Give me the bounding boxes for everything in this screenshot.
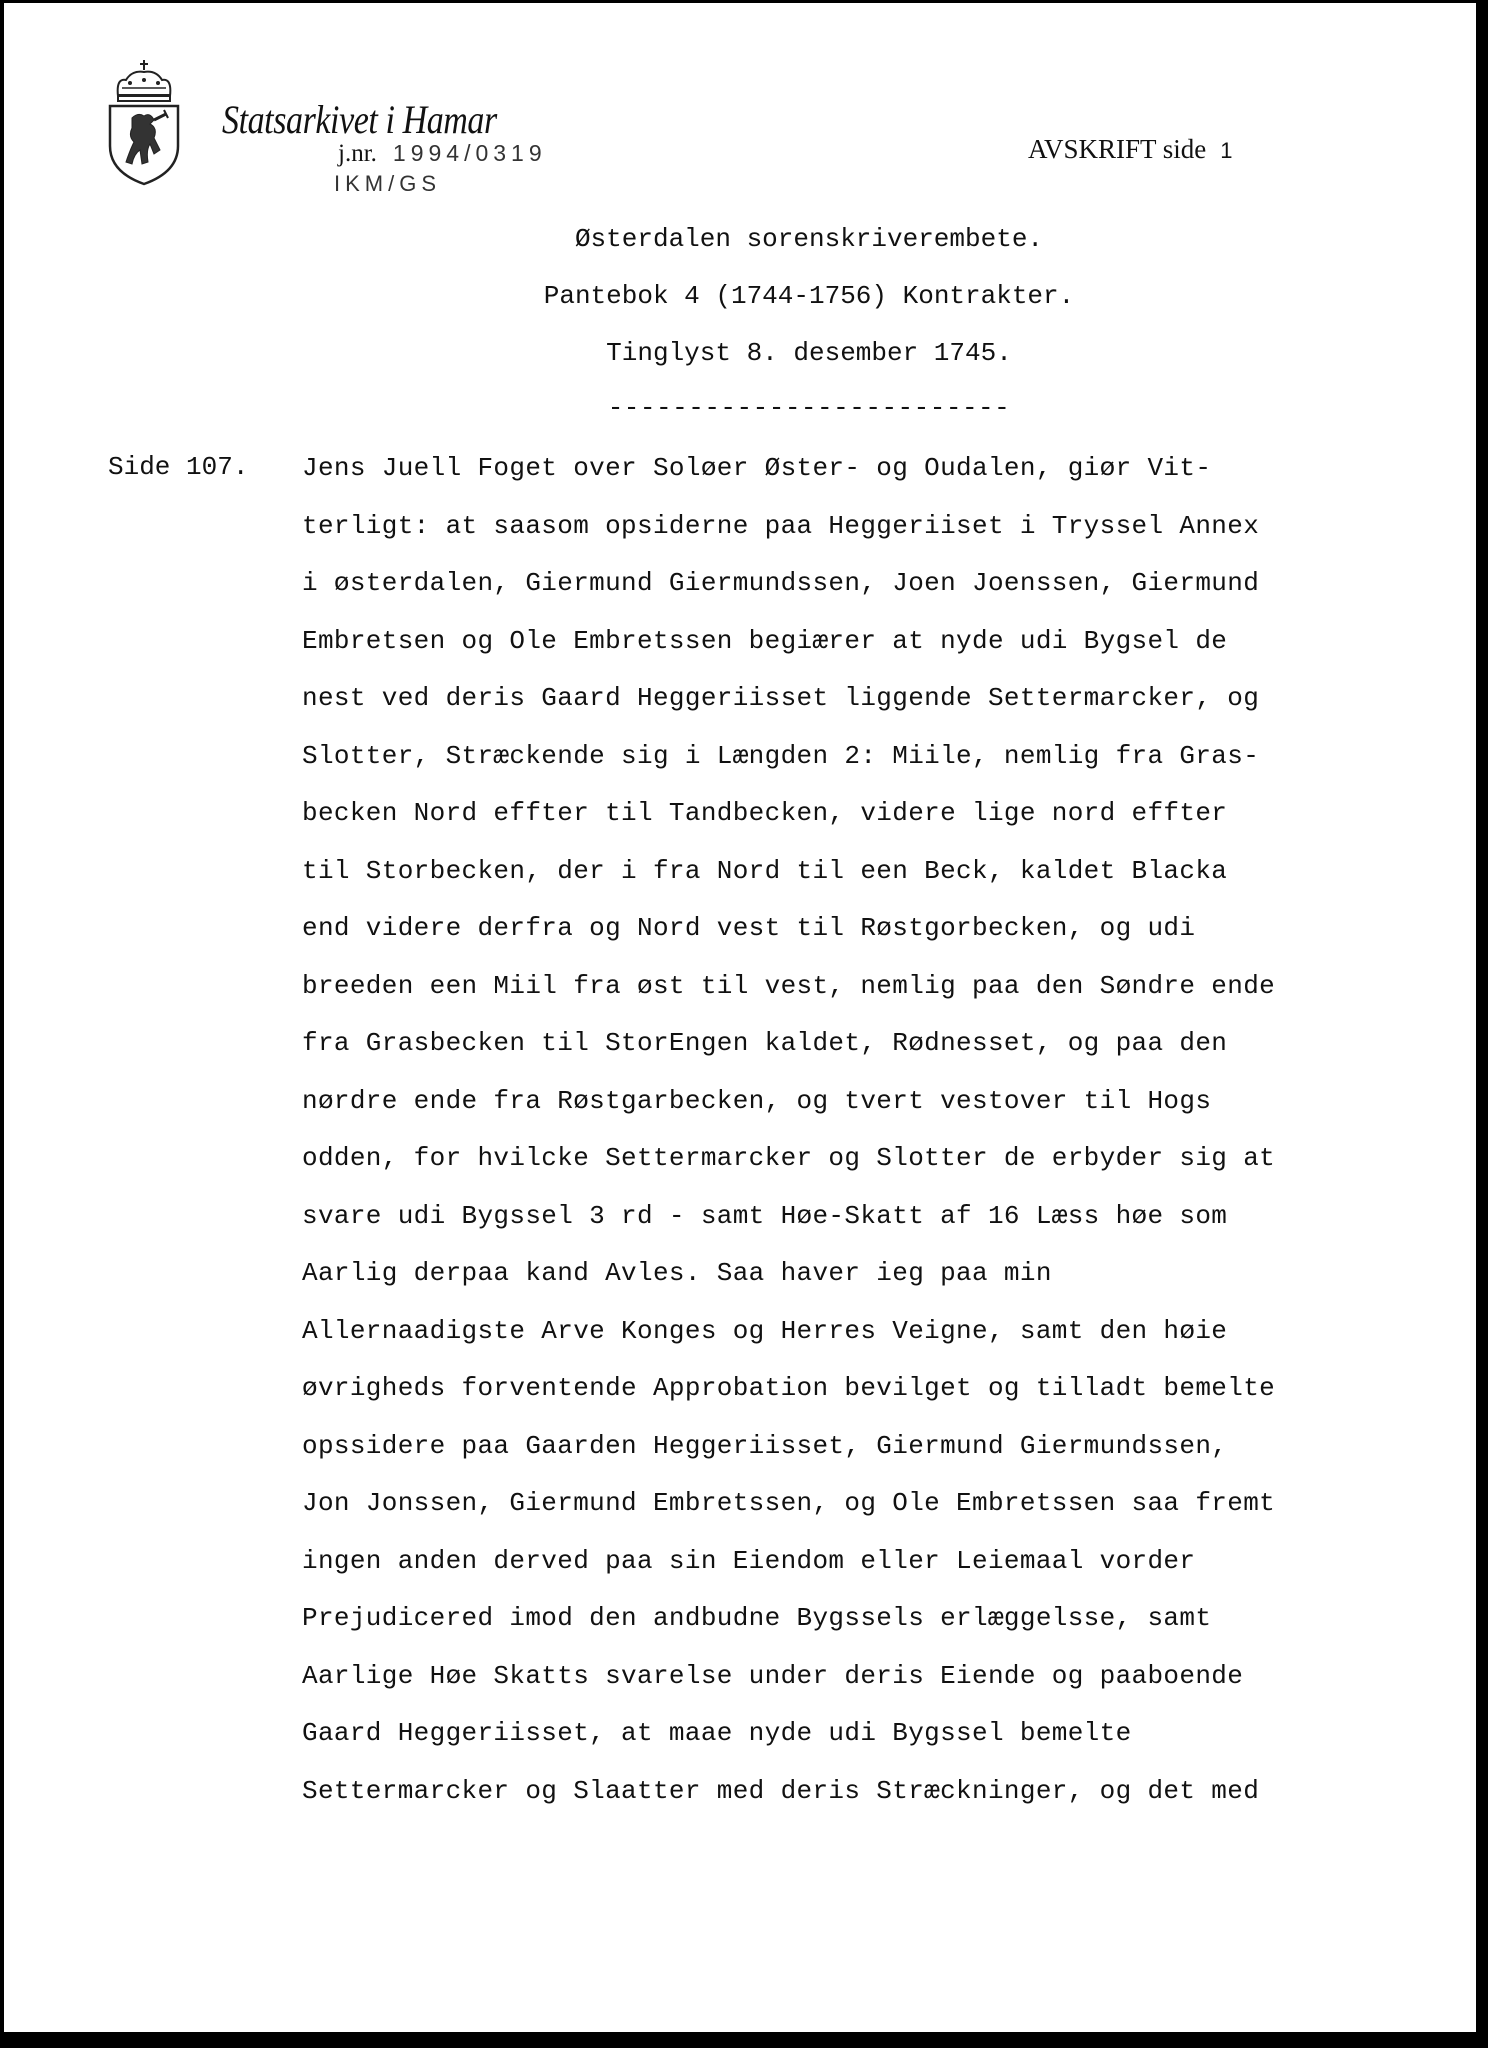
text-line: Aarlige Høe Skatts svarelse under deris Eiende og paaboende [302,1660,1244,1691]
text-line: odden, for hvilcke Settermarcker og Slotter de erbyder sig at [302,1143,1276,1173]
text-line: opssidere paa Gaarden Heggeriisset, Giermund Giermundssen, [302,1430,1228,1461]
text-line: til Storbecken, der i fra Nord til een Beck, kaldet Blacka [302,855,1228,886]
text-line: Gaard Heggeriisset, at maae nyde udi Bygssel bemelte [302,1718,1132,1748]
text-line: øvrigheds forventende Approbation bevilget og tilladt bemelte [302,1373,1276,1403]
text-line: Aarlig derpaa kand Avles. Saa haver ieg paa min [302,1258,1052,1288]
text-line: Allernaadigste Arve Konges og Herres Veigne, samt den høie [302,1315,1228,1346]
text-line: terligt: at saasom opsiderne paa Heggeriiset i Tryssel Annex [302,510,1260,541]
text-line: end videre derfra og Nord vest til Røstgorbecken, og udi [302,913,1196,943]
title-line-3: Tinglyst 8. desember 1745. [606,338,1012,368]
text-line: ingen anden derved paa sin Eiendom eller Leiemaal vorder [302,1545,1196,1576]
coat-of-arms-icon [104,58,184,188]
transcription-body [302,452,1422,1832]
text-line: breeden een Miil fra øst til vest, nemlig paa den Søndre ende [302,970,1276,1001]
journal-number-row [338,140,547,168]
text-line: svare udi Bygssel 3 rd - samt Høe-Skatt af 16 Læss høe som [302,1200,1228,1231]
title-line-2: Pantebok 4 (1744-1756) Kontrakter. [543,281,1075,311]
text-line: Embretsen og Ole Embretssen begiærer at nyde udi Bygsel de [302,625,1228,656]
scan-border-bottom [0,2032,1488,2048]
avskrift-label: AVSKRIFT side [1028,134,1207,164]
text-line: Slotter, Stræckende sig i Længden 2: Miile, nemlig fra Gras- [302,740,1260,771]
title-line-1: Østerdalen sorenskriverembete. [574,224,1044,254]
avskrift-header [1028,134,1233,165]
text-line: nørdre ende fra Røstgarbecken, og tvert vestover til Hogs [302,1085,1212,1116]
archive-name: Statsarkivet i Hamar [222,97,497,142]
text-line: Prejudicered imod den andbudne Bygssels erlæggelsse, samt [302,1603,1212,1633]
text-line: Jens Juell Foget over Soløer Øster- og Oudalen, giør Vit- [302,453,1212,483]
initials: IKM/GS [334,171,442,196]
text-line: becken Nord effter til Tandbecken, videre lige nord effter [302,798,1228,828]
side-reference: Side 107. [108,452,249,482]
text-line: i østerdalen, Giermund Giermundssen, Joen Joenssen, Giermund [302,568,1260,598]
text-line: nest ved deris Gaard Heggeriisset liggende Settermarcker, og [302,683,1260,713]
page-number: 1 [1220,138,1233,163]
journal-number-value: 1994/0319 [392,140,547,166]
text-line: Jon Jonssen, Giermund Embretssen, og Ole Embretssen saa fremt [302,1488,1276,1518]
scan-border-top [0,0,1488,3]
text-line: Settermarcker og Slaatter med deris Stræckninger, og det med [302,1775,1260,1806]
journal-number-label: j.nr. [338,140,377,167]
text-line: fra Grasbecken til StorEngen kaldet, Rødnesset, og paa den [302,1028,1228,1058]
title-separator: ------------------------- [607,393,1011,423]
